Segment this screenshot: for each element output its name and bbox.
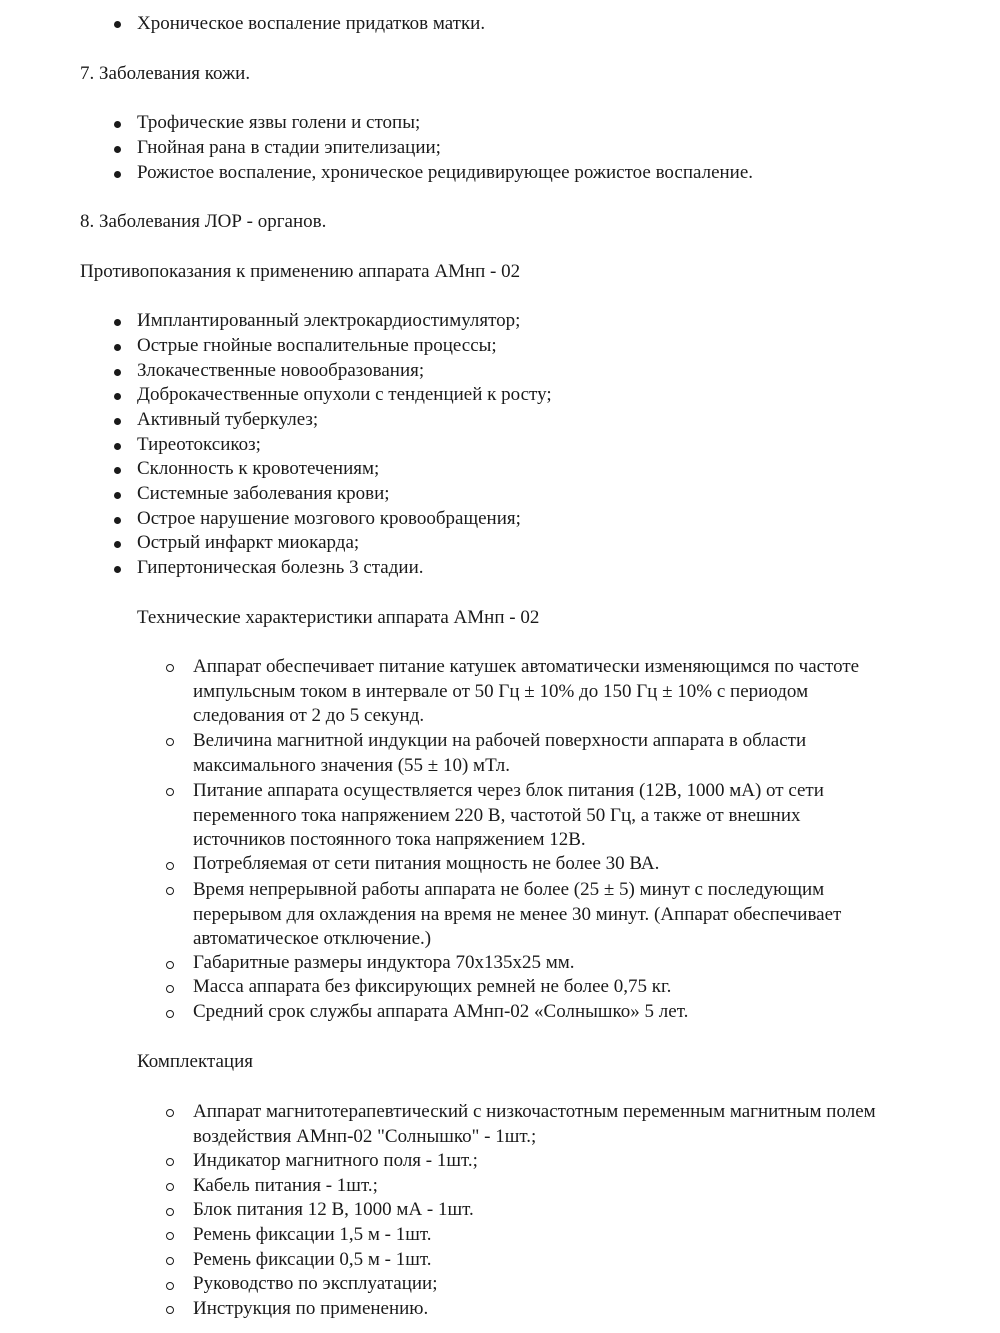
list-item: Гипертоническая болезнь 3 стадии. [137, 557, 424, 578]
circle-bullet-icon [166, 1232, 174, 1240]
list-item: Имплантированный электрокардиостимулятор; [137, 310, 521, 331]
list-item: Склонность к кровотечениям; [137, 458, 380, 479]
list-item: Злокачественные новообразования; [137, 360, 425, 381]
list-item: Руководство по эксплуатации; [193, 1273, 438, 1294]
bullet-icon [114, 146, 121, 153]
list-item: Блок питания 12 В, 1000 мА - 1шт. [193, 1199, 474, 1220]
list-item: Хроническое воспаление придатков матки. [137, 13, 486, 34]
bullet-icon [114, 467, 121, 474]
list-item: Габаритные размеры индуктора 70x135x25 мм. [193, 952, 575, 973]
list-item: Питание аппарата осуществляется через блок питания (12В, 1000 мА) от сети переменного тока напряжением 220 В, частотой 50 Гц, а также от внешних источников постоянного тока напряжением 12В. [193, 780, 824, 851]
list-item: Величина магнитной индукции на рабочей поверхности аппарата в области максимального значения (55 ± 10) мТл. [193, 730, 807, 776]
bullet-icon [114, 21, 121, 28]
bullet-icon [114, 121, 121, 128]
bullet-icon [114, 566, 121, 573]
list-item: Средний срок службы аппарата АМнп-02 «Солнышко» 5 лет. [193, 1001, 689, 1022]
bullet-icon [114, 418, 121, 425]
section-heading-contraindications: Противопоказания к применению аппарата АМнп - 02 [80, 261, 521, 282]
bullet-icon [114, 517, 121, 524]
circle-bullet-icon [166, 1109, 174, 1117]
list-item: Потребляемая от сети питания мощность не более 30 ВА. [193, 853, 660, 874]
list-item: Аппарат магнитотерапевтический с низкочастотным переменным магнитным полем воздействия АМнп-02 "Солнышко" - 1шт.; [193, 1101, 876, 1147]
circle-bullet-icon [166, 887, 174, 895]
bullet-icon [114, 171, 121, 178]
bullet-icon [114, 369, 121, 376]
circle-bullet-icon [166, 1158, 174, 1166]
list-item: Масса аппарата без фиксирующих ремней не более 0,75 кг. [193, 976, 672, 997]
circle-bullet-icon [166, 738, 174, 746]
circle-bullet-icon [166, 1282, 174, 1290]
circle-bullet-icon [166, 1257, 174, 1265]
bullet-icon [114, 319, 121, 326]
bullet-icon [114, 492, 121, 499]
list-item: Гнойная рана в стадии эпителизации; [137, 137, 441, 158]
list-item: Трофические язвы голени и стопы; [137, 112, 421, 133]
circle-bullet-icon [166, 862, 174, 870]
list-item: Время непрерывной работы аппарата не более (25 ± 5) минут с последующим перерывом для охлаждения на время не менее 30 минут. (Аппарат обеспечивает автоматическое отключение.) [193, 879, 842, 950]
bullet-icon [114, 344, 121, 351]
list-item: Индикатор магнитного поля - 1шт.; [193, 1150, 478, 1171]
list-item: Острые гнойные воспалительные процессы; [137, 335, 497, 356]
circle-bullet-icon [166, 961, 174, 969]
section-heading-ent: 8. Заболевания ЛОР - органов. [80, 211, 327, 232]
list-item: Доброкачественные опухоли с тенденцией к росту; [137, 384, 552, 405]
circle-bullet-icon [166, 664, 174, 672]
bullet-icon [114, 393, 121, 400]
list-item: Системные заболевания крови; [137, 483, 390, 504]
list-item: Ремень фиксации 1,5 м - 1шт. [193, 1224, 432, 1245]
section-heading-kit: Комплектация [137, 1051, 253, 1072]
list-item: Тиреотоксикоз; [137, 434, 261, 455]
circle-bullet-icon [166, 1208, 174, 1216]
list-item: Острый инфаркт миокарда; [137, 532, 360, 553]
section-heading-specs: Технические характеристики аппарата АМнп - 02 [137, 607, 540, 628]
list-item: Активный туберкулез; [137, 409, 319, 430]
circle-bullet-icon [166, 985, 174, 993]
section-heading-skin: 7. Заболевания кожи. [80, 63, 251, 84]
bullet-icon [114, 443, 121, 450]
circle-bullet-icon [166, 1183, 174, 1191]
circle-bullet-icon [166, 1010, 174, 1018]
list-item: Острое нарушение мозгового кровообращения; [137, 508, 521, 529]
list-item: Аппарат обеспечивает питание катушек автоматически изменяющимся по частоте импульсным током в интервале от 50 Гц ± 10% до 150 Гц ± 10% с периодом следования от 2 до 5 секунд. [193, 656, 860, 727]
list-item: Ремень фиксации 0,5 м - 1шт. [193, 1249, 432, 1270]
circle-bullet-icon [166, 788, 174, 796]
list-item: Рожистое воспаление, хроническое рецидивирующее рожистое воспаление. [137, 162, 754, 183]
list-item: Кабель питания - 1шт.; [193, 1175, 378, 1196]
list-item: Инструкция по применению. [193, 1298, 429, 1319]
circle-bullet-icon [166, 1306, 174, 1314]
bullet-icon [114, 541, 121, 548]
